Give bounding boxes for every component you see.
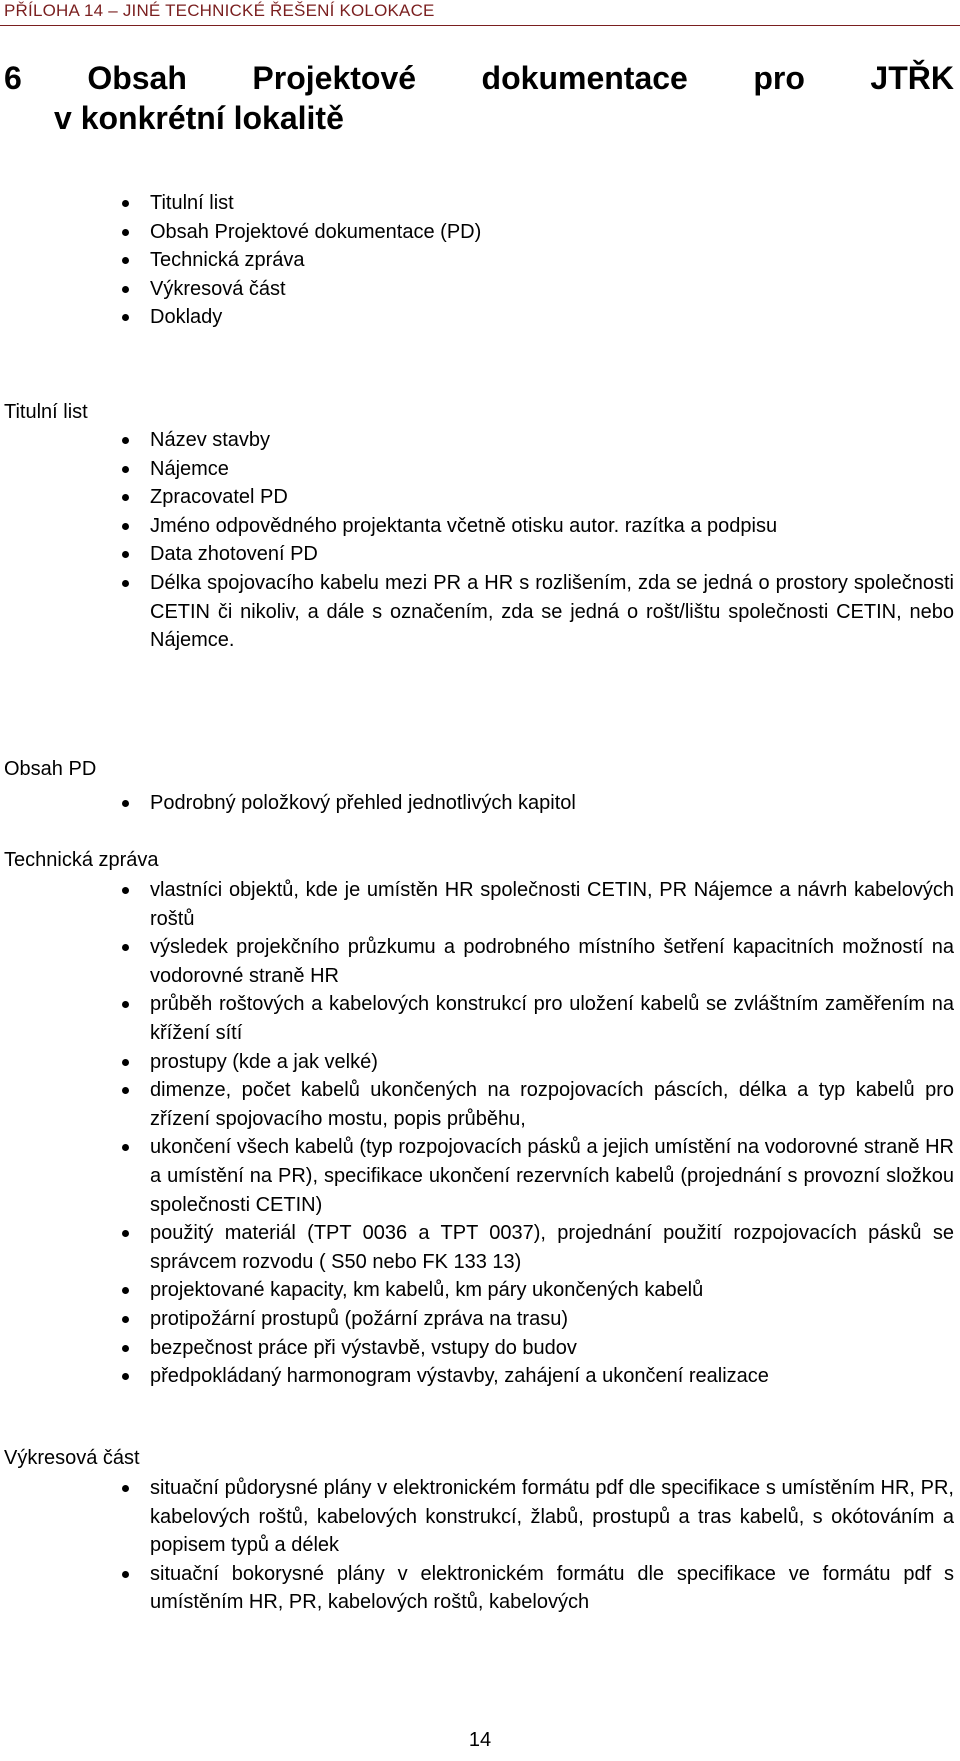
- bullet-icon: [122, 1001, 129, 1008]
- list-item: dimenze, počet kabelů ukončených na rozpojovacích páscích, délka a typ kabelů pro zřízení spojovacího mostu, popis průběhu,: [150, 1076, 954, 1133]
- bullet-icon: [122, 1485, 129, 1492]
- bullet-icon: [122, 466, 129, 473]
- list-item: Nájemce: [150, 455, 954, 484]
- header-rule: [0, 25, 960, 26]
- list-item: výsledek projekčního průzkumu a podrobného místního šetření kapacitních možností na vodorovné straně HR: [150, 933, 954, 990]
- list-item: projektované kapacity, km kabelů, km páry ukončených kabelů: [150, 1276, 954, 1305]
- bullet-icon: [122, 1373, 129, 1380]
- bullet-icon: [122, 1144, 129, 1151]
- bullet-icon: [122, 1345, 129, 1352]
- list-item: Jméno odpovědného projektanta včetně otisku autor. razítka a podpisu: [150, 512, 954, 541]
- list-item: protipožární prostupů (požární zpráva na trasu): [150, 1305, 954, 1334]
- list-item: situační půdorysné plány v elektronickém formátu pdf dle specifikace s umístěním HR, PR, kabelových roštů, kabelových konstrukcí, žlabů, prostupů a tras kabelů, s okótováním a popisem typů a délek: [150, 1474, 954, 1560]
- bullet-icon: [122, 944, 129, 951]
- technicka-zprava-items: [150, 876, 954, 1391]
- bullet-icon: [122, 314, 129, 321]
- chapter-number: 6: [4, 60, 22, 96]
- list-item: použitý materiál (TPT 0036 a TPT 0037), projednání použití rozpojovacích pásků se správcem rozvodu ( S50 nebo FK 133 13): [150, 1219, 954, 1276]
- list-item: Data zhotovení PD: [150, 540, 954, 569]
- bullet-icon: [122, 523, 129, 530]
- list-item: ukončení všech kabelů (typ rozpojovacích pásků a jejich umístění na vodorovné straně HR a umístění na PR), specifikace ukončení rezervních kabelů (projednání s provozní složkou společnosti CETIN): [150, 1133, 954, 1219]
- chapter-title-word: pro: [753, 60, 805, 96]
- bullet-icon: [122, 1230, 129, 1237]
- list-item: Zpracovatel PD: [150, 483, 954, 512]
- list-item: Délka spojovacího kabelu mezi PR a HR s rozlišením, zda se jedná o prostory společnosti CETIN či nikoliv, a dále s označením, zda se jedná o rošt/lištu společnosti CETIN, nebo Nájemce.: [150, 569, 954, 655]
- bullet-icon: [122, 437, 129, 444]
- list-item: Název stavby: [150, 426, 954, 455]
- bullet-icon: [122, 494, 129, 501]
- section-label-titulni-list: Titulní list: [4, 401, 88, 423]
- list-item: bezpečnost práce při výstavbě, vstupy do budov: [150, 1334, 954, 1363]
- bullet-icon: [122, 229, 129, 236]
- bullet-icon: [122, 1087, 129, 1094]
- list-item: Titulní list: [150, 189, 954, 218]
- list-item: prostupy (kde a jak velké): [150, 1048, 954, 1077]
- chapter-title-line-2: v konkrétní lokalitě: [54, 100, 344, 136]
- list-item: předpokládaný harmonogram výstavby, zahájení a ukončení realizace: [150, 1362, 954, 1391]
- chapter-title-word: Obsah: [87, 60, 187, 96]
- bullet-icon: [122, 200, 129, 207]
- list-item: průběh roštových a kabelových konstrukcí pro uložení kabelů se zvláštním zaměřením na křížení sítí: [150, 990, 954, 1047]
- bullet-icon: [122, 887, 129, 894]
- chapter-title-word: dokumentace: [481, 60, 688, 96]
- list-item: situační bokorysné plány v elektronickém formátu dle specifikace ve formátu pdf s umístěním HR, PR, kabelových roštů, kabelových: [150, 1560, 954, 1617]
- section-label-vykresova-cast: Výkresová část: [4, 1447, 140, 1469]
- bullet-icon: [122, 286, 129, 293]
- chapter-title-word: JTŘK: [870, 60, 954, 96]
- page-number: 14: [468, 1729, 492, 1751]
- obsah-pd-items: [150, 789, 954, 818]
- bullet-icon: [122, 1059, 129, 1066]
- list-item: Podrobný položkový přehled jednotlivých kapitol: [150, 789, 954, 818]
- running-header: PŘÍLOHA 14 – JINÉ TECHNICKÉ ŘEŠENÍ KOLOKACE: [4, 1, 435, 20]
- contents-list: [150, 189, 954, 332]
- bullet-icon: [122, 1571, 129, 1578]
- list-item: vlastníci objektů, kde je umístěn HR společnosti CETIN, PR Nájemce a návrh kabelových roštů: [150, 876, 954, 933]
- bullet-icon: [122, 1287, 129, 1294]
- bullet-icon: [122, 257, 129, 264]
- list-item: Výkresová část: [150, 275, 954, 304]
- titulni-list-items: [150, 426, 954, 655]
- chapter-title: [4, 58, 954, 138]
- chapter-title-word: Projektové: [252, 60, 417, 96]
- bullet-icon: [122, 1316, 129, 1323]
- section-label-technicka-zprava: Technická zpráva: [4, 849, 159, 871]
- list-item: Doklady: [150, 303, 954, 332]
- bullet-icon: [122, 580, 129, 587]
- section-label-obsah-pd: Obsah PD: [4, 758, 97, 780]
- chapter-title-line-1: [4, 58, 954, 98]
- list-item: Technická zpráva: [150, 246, 954, 275]
- bullet-icon: [122, 551, 129, 558]
- bullet-icon: [122, 800, 129, 807]
- vykresova-cast-items: [150, 1474, 954, 1617]
- list-item: Obsah Projektové dokumentace (PD): [150, 218, 954, 247]
